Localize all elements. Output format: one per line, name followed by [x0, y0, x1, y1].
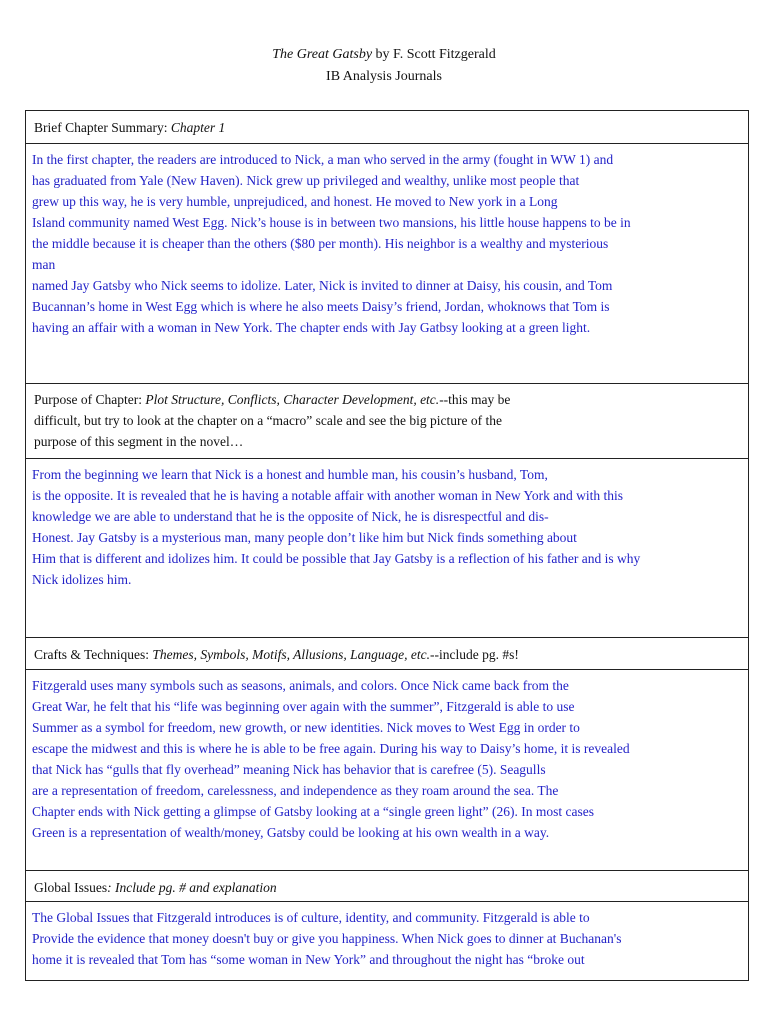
- response-line: Him that is different and idolizes him. It could be possible that Jay Gatsby is a reflection of his father and is why: [32, 551, 641, 566]
- response-line: Green is a representation of wealth/money, Gatsby could be looking at his own wealth in a way.: [32, 825, 550, 840]
- response-line: the middle because it is cheaper than the others ($80 per month). His neighbor is a wealthy and mysterious: [32, 236, 609, 251]
- heading-line: purpose of this segment in the novel…: [34, 434, 244, 449]
- global-issues-response: [26, 902, 748, 980]
- chapter-purpose-heading: [26, 384, 748, 459]
- author-byline: by F. Scott Fitzgerald: [372, 47, 496, 62]
- response-line: is the opposite. It is revealed that he is having a notable affair with another woman in New York and with this: [32, 488, 624, 503]
- response-line: named Jay Gatsby who Nick seems to idolize. Later, Nick is invited to dinner at Daisy, his cousin, and Tom: [32, 278, 613, 293]
- response-line: knowledge we are able to understand that he is the opposite of Nick, he is disrespectful and dis-: [32, 509, 549, 524]
- journal-subtitle: IB Analysis Journals: [326, 69, 442, 84]
- response-line: grew up this way, he is very humble, unprejudiced, and honest. He moved to New york in a Long: [32, 194, 558, 209]
- response-line: Honest. Jay Gatsby is a mysterious man, many people don’t like him but Nick finds something about: [32, 530, 577, 545]
- response-line: are a representation of freedom, carelessness, and independence as they roam around the sea. The: [32, 783, 559, 798]
- response-line: home it is revealed that Tom has “some woman in New York” and throughout the night has “broke out: [32, 952, 585, 967]
- response-line: From the beginning we learn that Nick is a honest and humble man, his cousin’s husband, Tom,: [32, 467, 548, 482]
- journal-table: [25, 110, 749, 981]
- response-line: man: [32, 257, 56, 272]
- chapter-summary-response: [26, 144, 748, 384]
- heading-label: Purpose of Chapter:: [34, 392, 146, 407]
- heading-label: Crafts & Techniques:: [34, 647, 153, 662]
- response-line: Fitzgerald uses many symbols such as seasons, animals, and colors. Once Nick came back from the: [32, 678, 569, 693]
- heading-italic: Chapter 1: [170, 120, 226, 135]
- response-line: has graduated from Yale (New Haven). Nick grew up privileged and wealthy, unlike most people that: [32, 173, 580, 188]
- crafts-techniques-heading: [26, 638, 748, 670]
- response-line: Provide the evidence that money doesn't buy or give you happiness. When Nick goes to dinner at Buchanan's: [32, 931, 622, 946]
- response-line: that Nick has “gulls that fly overhead” meaning Nick has behavior that is carefree (5). Seagulls: [32, 762, 546, 777]
- heading-italic: : Include pg. # and explanation: [107, 880, 277, 895]
- book-title: The Great Gatsby: [272, 47, 373, 62]
- heading-tail: --this may be: [439, 392, 511, 407]
- chapter-purpose-response: [26, 459, 748, 638]
- response-line: Great War, he felt that his “life was beginning over again with the summer”, Fitzgerald is able to use: [32, 699, 575, 714]
- crafts-techniques-response: [26, 670, 748, 871]
- document-header: [0, 44, 768, 88]
- response-line: In the first chapter, the readers are introduced to Nick, a man who served in the army (fought in WW 1) and: [32, 152, 614, 167]
- response-line: Summer as a symbol for freedom, new growth, or new identities. Nick moves to West Egg in order to: [32, 720, 580, 735]
- response-line: having an affair with a woman in New York. The chapter ends with Jay Gatbsy looking at a green light.: [32, 320, 591, 335]
- title-line: [0, 44, 768, 66]
- response-line: Island community named West Egg. Nick’s house is in between two mansions, his little house happens to be in: [32, 215, 631, 230]
- heading-first-line: [34, 389, 740, 410]
- chapter-summary-heading: [26, 111, 748, 144]
- response-line: The Global Issues that Fitzgerald introduces is of culture, identity, and community. Fitzgerald is able to: [32, 910, 590, 925]
- response-line: Nick idolizes him.: [32, 572, 132, 587]
- global-issues-heading: [26, 871, 748, 902]
- response-line: Chapter ends with Nick getting a glimpse of Gatsby looking at a “single green light” (26). In most cases: [32, 804, 594, 819]
- heading-label: Global Issues: [34, 880, 108, 895]
- heading-tail: --include pg. #s!: [430, 647, 519, 662]
- heading-italic: Themes, Symbols, Motifs, Allusions, Language, etc.: [152, 647, 431, 662]
- heading-italic: Plot Structure, Conflicts, Character Development, etc.: [145, 392, 440, 407]
- heading-label: Brief Chapter Summary:: [34, 120, 171, 135]
- response-line: escape the midwest and this is where he is able to be free again. During his way to Daisy’s home, it is revealed: [32, 741, 630, 756]
- heading-line: difficult, but try to look at the chapter on a “macro” scale and see the big picture of the: [34, 413, 502, 428]
- response-line: Bucannan’s home in West Egg which is where he also meets Daisy’s friend, Jordan, whoknows that Tom is: [32, 299, 610, 314]
